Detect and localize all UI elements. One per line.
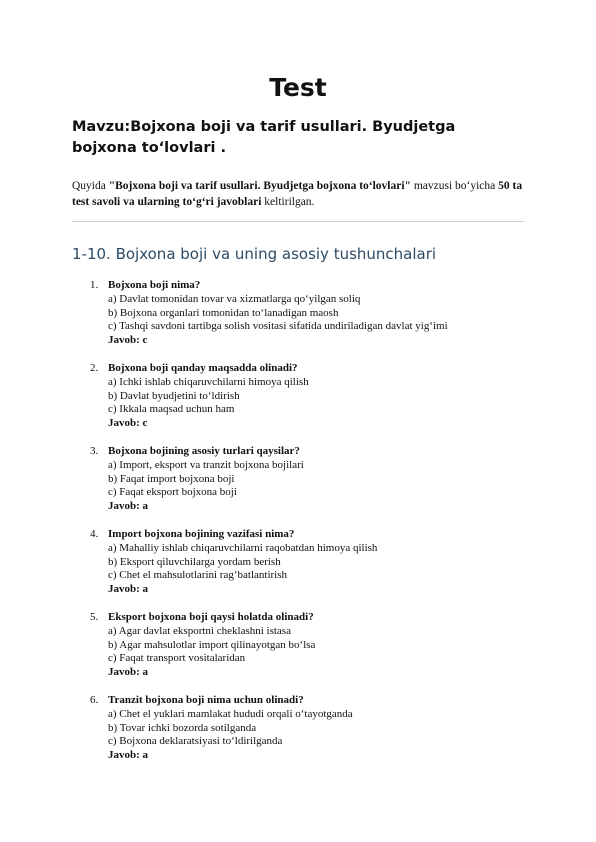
option-c: c) Bojxona deklaratsiyasi to‘ldirilganda <box>108 735 283 748</box>
question-item <box>72 279 524 348</box>
option-a: a) Import, eksport va tranzit bojxona bojilari <box>108 458 304 471</box>
option-a: a) Agar davlat eksportni cheklashni istasa <box>108 624 291 637</box>
option-c: c) Chet el mahsulotlarini rag‘batlantirish <box>108 569 288 582</box>
intro-prefix: Quyida <box>72 180 109 192</box>
question-text: Tranzit bojxona boji nima uchun olinadi? <box>108 693 304 706</box>
question-item <box>72 611 524 680</box>
answer: Javob: c <box>108 417 148 430</box>
option-b: b) Tovar ichki bozorda sotilganda <box>108 721 257 734</box>
intro-suffix: keltirilgan. <box>261 196 315 208</box>
option-a: a) Chet el yuklari mamlakat hududi orqali o‘tayotganda <box>108 707 353 720</box>
question-list <box>72 279 524 763</box>
question-item <box>72 528 524 597</box>
option-c: c) Faqat transport vositalaridan <box>108 652 246 665</box>
question-item <box>72 694 524 763</box>
question-number: 5. <box>90 610 99 623</box>
intro-count: 50 ta test savoli va ularning to‘g‘ri javoblari <box>72 180 523 208</box>
section-heading: 1-10. Bojxona boji va uning asosiy tushunchalari <box>72 245 437 263</box>
answer: Javob: c <box>108 334 148 347</box>
option-a: a) Ichki ishlab chiqaruvchilarni himoya qilish <box>108 375 309 388</box>
intro-middle: mavzusi bo‘yicha <box>410 180 499 192</box>
question-item <box>72 445 524 514</box>
question-text: Bojxona bojining asosiy turlari qaysilar? <box>108 444 300 457</box>
question-number: 4. <box>90 527 99 540</box>
answer: Javob: a <box>108 583 149 596</box>
question-number: 1. <box>90 279 99 291</box>
option-b: b) Bojxona organlari tomonidan to‘lanadigan maosh <box>108 306 339 319</box>
option-b: b) Eksport qiluvchilarga yordam berish <box>108 555 281 568</box>
question-text: Eksport bojxona boji qaysi holatda olinadi? <box>108 610 314 623</box>
question-item <box>72 362 524 431</box>
question-number: 2. <box>90 361 99 374</box>
question-text: Bojxona boji qanday maqsadda olinadi? <box>108 361 298 374</box>
option-c: c) Tashqi savdoni tartibga solish vositasi sifatida undiriladigan davlat yig‘imi <box>108 320 448 333</box>
option-a: a) Davlat tomonidan tovar va xizmatlarga qo‘yilgan soliq <box>108 292 361 305</box>
answer: Javob: a <box>108 500 149 513</box>
intro-paragraph <box>72 178 524 210</box>
option-b: b) Agar mahsulotlar import qilinayotgan bo‘lsa <box>108 638 316 651</box>
answer: Javob: a <box>108 666 149 679</box>
option-c: c) Ikkala maqsad uchun ham <box>108 403 235 416</box>
question-text: Import bojxona bojining vazifasi nima? <box>108 527 295 540</box>
answer: Javob: a <box>108 749 149 762</box>
option-c: c) Faqat eksport bojxona boji <box>108 486 237 499</box>
option-a: a) Mahalliy ishlab chiqaruvchilarni raqobatdan himoya qilish <box>108 541 378 554</box>
option-b: b) Faqat import bojxona boji <box>108 472 235 485</box>
question-number: 3. <box>90 444 99 457</box>
option-b: b) Davlat byudjetini to‘ldirish <box>108 389 240 402</box>
topic-subtitle: Mavzu:Bojxona boji va tarif usullari. Byudjetga bojxona to‘lovlari . <box>72 119 456 156</box>
horizontal-divider <box>72 221 524 222</box>
page-title: Test <box>269 73 327 102</box>
question-number: 6. <box>90 693 99 706</box>
question-text: Bojxona boji nima? <box>108 279 201 291</box>
intro-topic: "Bojxona boji va tarif usullari. Byudjetga bojxona to‘lovlari" <box>108 180 411 192</box>
